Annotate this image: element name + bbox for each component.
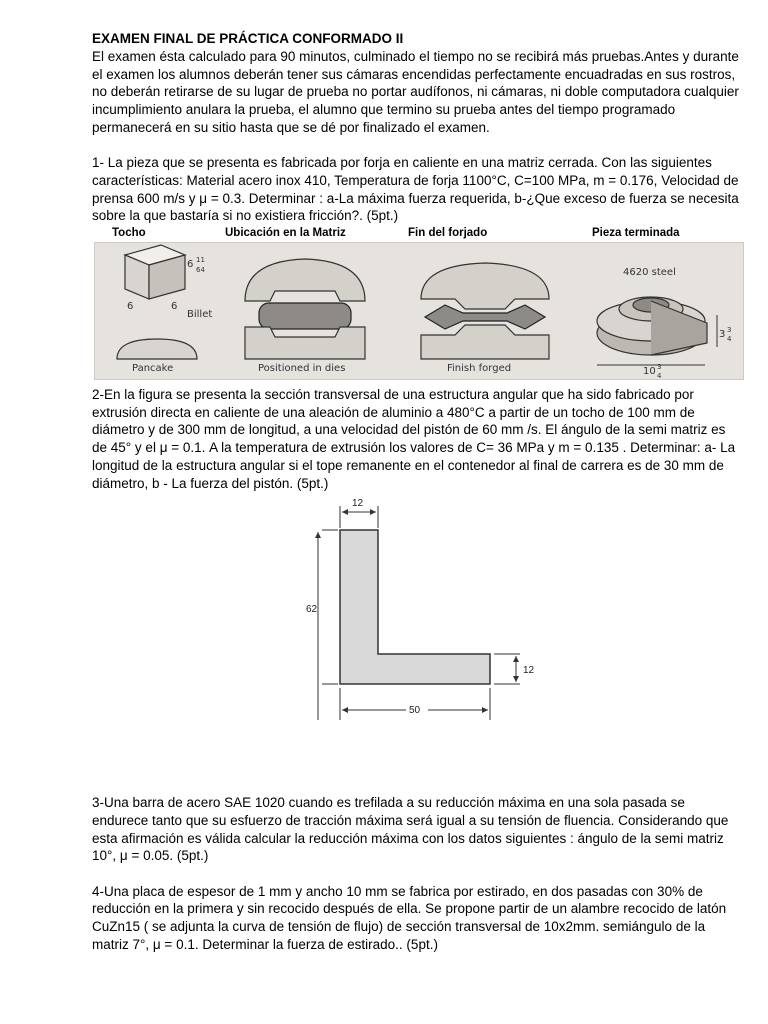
workpiece-in-die	[259, 303, 351, 329]
question-1-text: 1- La pieza que se presenta es fabricada por forja en caliente en una matriz cerrada. Con las siguientes características: Material acero inox 410, Temperatura de forja 1100°C, C=100 MPa, m = 0.176, Velocidad de prensa 600 m/s y μ = 0.3. Determinar : a-La máxima fuerza requerida, b-¿Que exceso de fuerza se necesita sobre la que bastaría si no existiera fricción?. (5pt.)	[92, 155, 739, 224]
label-tocho: Tocho	[112, 227, 146, 240]
angle-profile	[340, 530, 490, 684]
exam-page	[92, 30, 744, 954]
exam-instructions: El examen ésta calculado para 90 minutos, culminado el tiempo no se recibirá más pruebas.Antes y durante el examen los alumnos deberán tener sus cámaras encendidas perfectamente encuadradas en sus rostros, no deberán retirarse de su lugar de prueba no portar audífonos, ni cámaras, ni doble computadora cualquier incumplimiento anulara la prueba, el alumno que termino su prueba antes del tiempo programado permanecerá en su sitio hasta que se dé por finalizado el examen.	[92, 49, 739, 135]
angle-section-drawing	[92, 494, 744, 766]
billet-height-num: 11	[196, 256, 205, 265]
part-height-num: 3	[727, 326, 732, 335]
part-width-whole: 10	[643, 366, 656, 378]
finished-part	[597, 297, 707, 355]
steel-label: 4620 steel	[623, 267, 676, 279]
angle-section-figure	[92, 494, 744, 766]
label-pieza-terminada: Pieza terminada	[592, 227, 680, 240]
billet-width-2: 6	[171, 301, 178, 313]
part-height-whole: 3	[719, 329, 726, 341]
forging-sequence-figure	[94, 242, 744, 380]
forging-sequence-drawing	[95, 243, 743, 379]
billet-height-whole: 6	[187, 259, 194, 271]
pancake-label: Pancake	[132, 363, 174, 375]
pancake-shape	[117, 339, 197, 359]
part-width-den: 4	[657, 372, 662, 380]
upper-die	[245, 259, 365, 301]
exam-title: EXAMEN FINAL DE PRÁCTICA CONFORMADO II	[92, 31, 404, 46]
dim-top-width: 12	[352, 498, 364, 510]
positioned-label: Positioned in dies	[258, 363, 346, 375]
billet-width-1: 6	[127, 301, 134, 313]
dim-width: 50	[409, 705, 421, 717]
part-width-num: 3	[657, 363, 662, 372]
dim-thickness: 12	[523, 665, 535, 677]
part-height-den: 4	[727, 335, 732, 344]
finish-lower-die	[421, 325, 549, 359]
finish-upper-die	[421, 263, 549, 309]
lower-die	[245, 327, 365, 359]
dim-height: 62	[306, 604, 318, 616]
label-ubicacion: Ubicación en la Matriz	[225, 227, 346, 240]
billet-cube	[125, 245, 185, 299]
label-fin-forjado: Fin del forjado	[408, 227, 488, 240]
billet-height-den: 64	[196, 266, 205, 275]
figure-1-labels	[92, 225, 744, 242]
question-2-text: 2-En la figura se presenta la sección transversal de una estructura angular que ha sido fabricado por extrusión directa en caliente de una aleación de aluminio a 480°C a partir de un tocho de 100 mm de diámetro y de 300 mm de longitud, a una velocidad del pistón de 60 mm /s. El ángulo de la semi matriz es de 45° y el μ = 0.1. A la temperatura de extrusión los valores de C= 36 MPa y m = 0.135 . Determinar: a- La longitud de la estructura angular si el tope remanente en el contenedor al final de carrera es de 30 mm de diámetro, b - La fuerza del pistón. (5pt.)	[92, 387, 736, 491]
billet-label: Billet	[187, 309, 213, 321]
finish-label: Finish forged	[447, 363, 512, 375]
question-3-text: 3-Una barra de acero SAE 1020 cuando es trefilada a su reducción máxima en una sola pasada se endurece tanto que su esfuerzo de tracción máxima será igual a su tensión de fluencia. Considerando que esta afirmación es válida calcular la reducción máxima con los datos siguientes : ángulo de la semi matriz 10°, μ = 0.05. (5pt.)	[92, 795, 729, 864]
question-4-text: 4-Una placa de espesor de 1 mm y ancho 10 mm se fabrica por estirado, en dos pasadas con 30% de reducción en la primera y sin recocido después de ella. Se propone partir de un alambre recocido de latón CuZn15 ( se adjunta la curva de tensión de flujo) de sección transversal de 10x2mm. semiángulo de la matriz 7°, μ = 0.1. Determinar la fuerza de estirado.. (5pt.)	[92, 883, 727, 952]
